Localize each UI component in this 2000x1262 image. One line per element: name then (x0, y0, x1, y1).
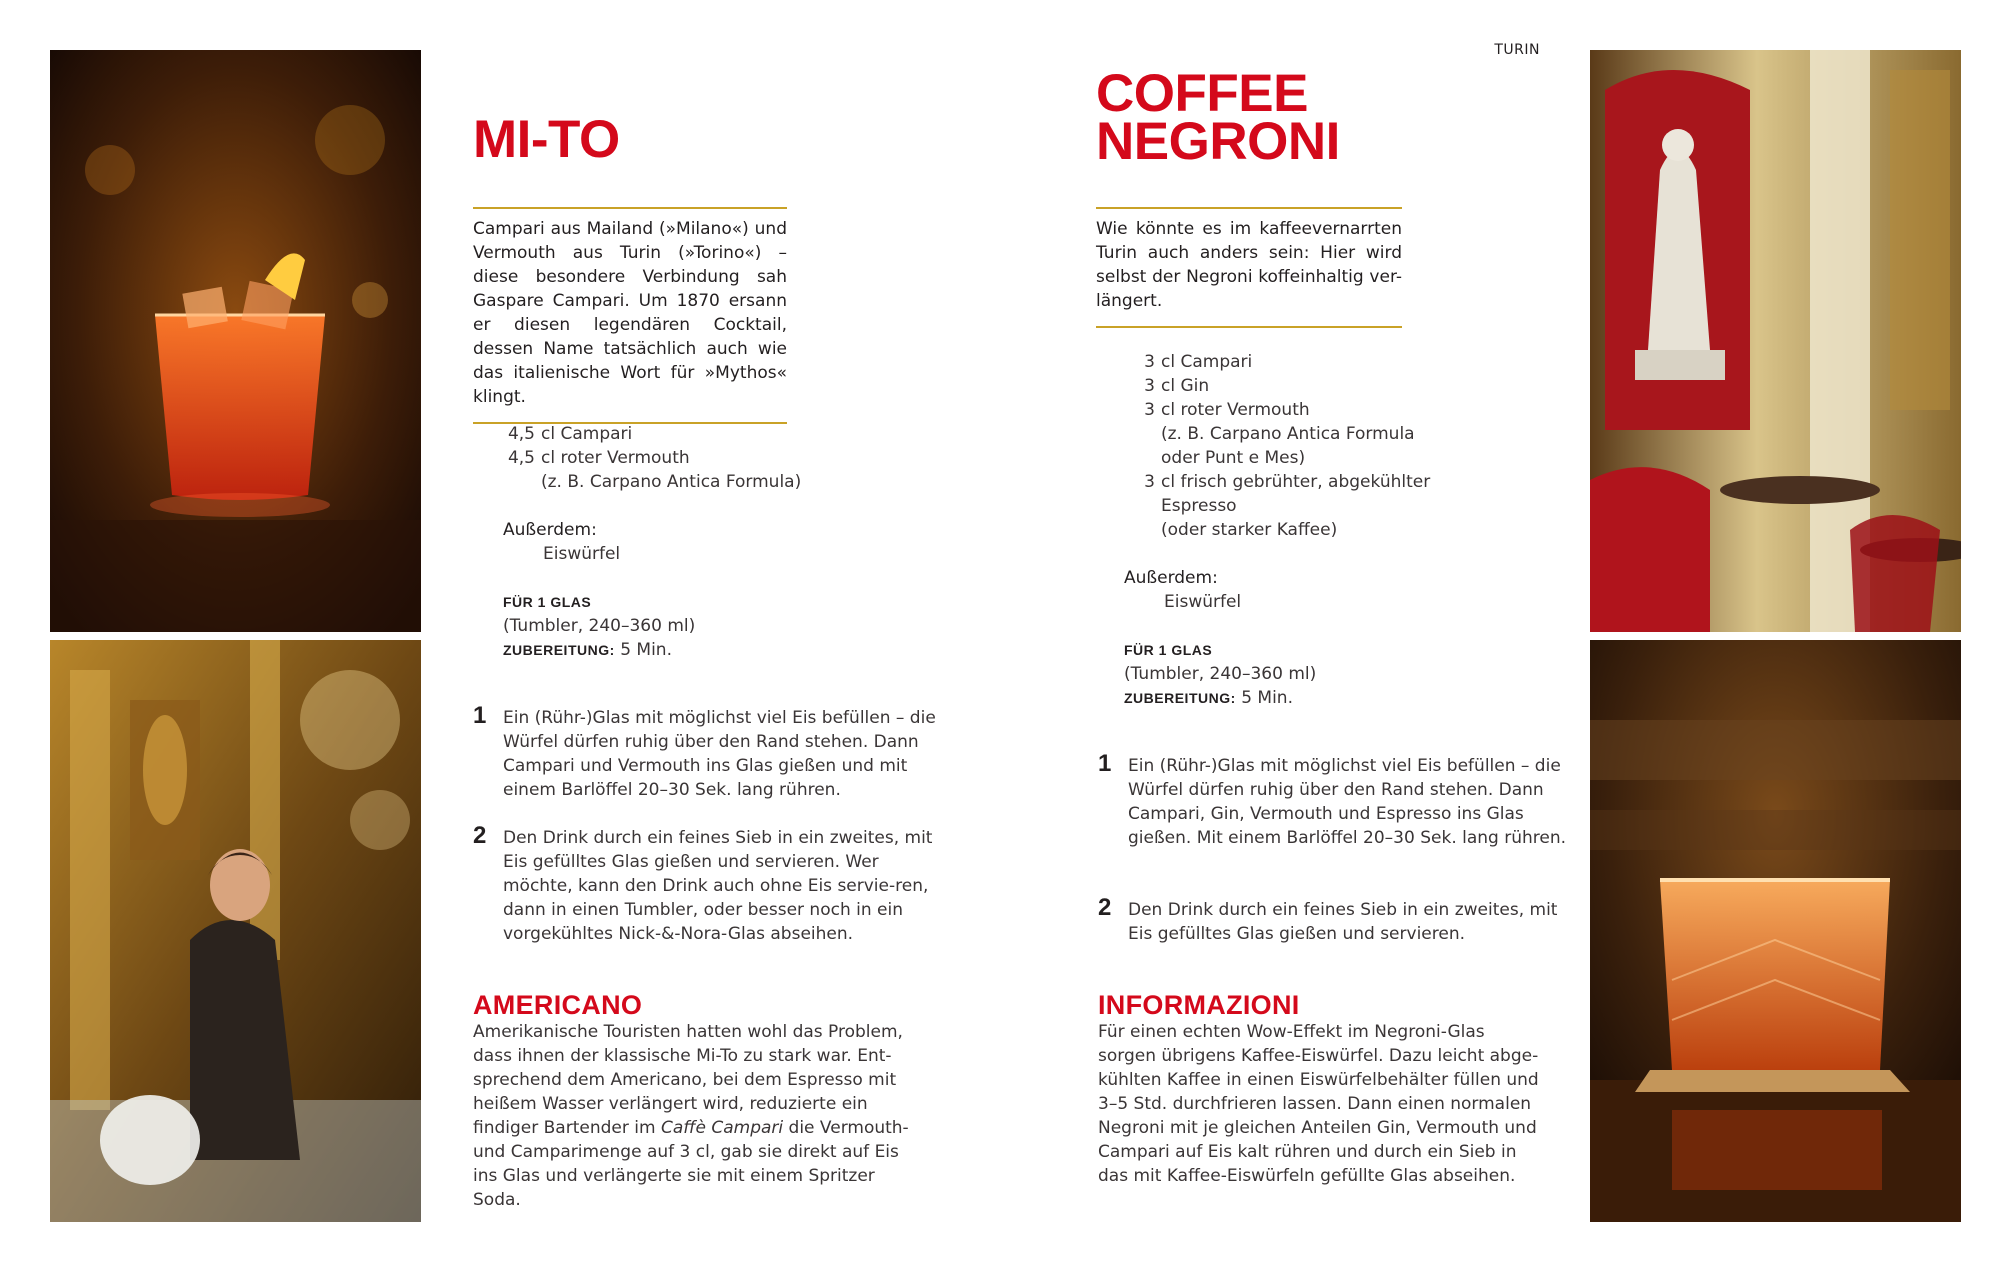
extras-label: Außerdem: (1124, 568, 1218, 588)
intro-text: Wie könnte es im kaffeevernarrten Turin auch anders sein: Hier wird selbst der Negroni koffeinhaltig ver-längert. (1096, 219, 1402, 311)
section-text (473, 1020, 923, 1212)
running-head: TURIN (1494, 42, 1540, 58)
ingredient-item (1096, 350, 1516, 374)
extras-label: Außerdem: (503, 520, 597, 540)
intro-text: Campari aus Mailand (»Milano«) und Vermouth aus Turin (»Torino«) – diese besondere Verbindung sah Gaspare Campari. Um 1870 ersann er diesen legendären Cocktail, dessen Name tatsächlich auch wie das italienische Wort für »Mythos« klingt. (473, 219, 787, 407)
step-text: Den Drink durch ein feines Sieb in ein zweites, mit Eis gefülltes Glas gießen und servieren. (1128, 900, 1558, 944)
ingredient-unit: cl roter Vermouth (1161, 400, 1310, 420)
section-text: Für einen echten Wow-Effekt im Negroni-Glas sorgen übrigens Kaffee-Eiswürfel. Dazu leicht abge-kühlten Kaffee in einen Eiswürfelbehälter füllen und 3–5 Std. durchfrieren lassen. Dann einen normalen Negroni mit je gleichen Anteilen Gin, Vermouth und Campari auf Eis kalt rühren und durch ein Sieb in das mit Kaffee-Eiswürfeln gefüllte Glas abseihen. (1098, 1022, 1539, 1186)
section-text-part: Amerikanische Touristen hatten wohl das Problem, dass ihnen der klassische Mi-To zu stark war. Ent-sprechend dem Americano, bei dem Espresso mit heißem Wasser verlängert wird, reduzierte ein findiger Bartender im (473, 1022, 903, 1138)
photo-statue-interior (1590, 50, 1961, 632)
step-text: Ein (Rühr-)Glas mit möglichst viel Eis befüllen – die Würfel dürfen ruhig über den Rand stehen. Dann Campari, Gin, Vermouth und Espresso ins Glas gießen. Mit einem Barlöffel 20–30 Sek. lang rühren. (1128, 756, 1567, 848)
ingredient-amount: 3 (1144, 400, 1155, 420)
step-number: 2 (1098, 894, 1112, 921)
recipe-title-line: NEGRONI (1096, 112, 1340, 171)
ingredient-amount: 3 (1144, 472, 1155, 492)
photo-mito-cocktail (50, 50, 421, 632)
ingredient-item (473, 446, 893, 470)
ingredient-unit: cl roter Vermouth (541, 448, 690, 468)
step-number: 2 (473, 822, 487, 849)
step-2 (473, 822, 943, 946)
ingredient-amount: 3 (1144, 376, 1155, 396)
step-text: Ein (Rühr-)Glas mit möglichst viel Eis befüllen – die Würfel dürfen ruhig über den Rand stehen. Dann Campari und Vermouth ins Glas gießen und mit einem Barlöffel 20–30 Sek. lang rühren. (503, 708, 936, 800)
glass-type: (Tumbler, 240–360 ml) (503, 616, 696, 636)
prep-time (1124, 686, 1504, 710)
ingredient-amount: 3 (1144, 352, 1155, 372)
step-number: 1 (473, 702, 487, 729)
photo-coffee-negroni (1590, 640, 1961, 1222)
ingredient-note: (oder starker Kaffee) (1161, 520, 1338, 540)
ingredient-item (1096, 470, 1516, 494)
extras (503, 518, 883, 566)
ingredient-note: (z. B. Carpano Antica Formula (1161, 424, 1415, 444)
ingredient-unit: cl Gin (1161, 376, 1210, 396)
section-text-italic: Caffè Campari (660, 1118, 784, 1138)
ingredient-note: oder Punt e Mes) (1161, 448, 1306, 468)
ingredient-amount: 4,5 (507, 448, 535, 468)
ingredient-note: Espresso (1161, 496, 1237, 516)
ingredient-item (1096, 374, 1516, 398)
ingredient-item (1096, 398, 1516, 422)
prep-label: ZUBEREITUNG: (1124, 690, 1236, 706)
ingredient-unit: cl Campari (1161, 352, 1253, 372)
ingredient-list (473, 422, 893, 494)
step-1 (473, 702, 943, 802)
serves-label: FÜR 1 GLAS (503, 594, 592, 610)
extras (1124, 566, 1504, 614)
step-1 (1098, 750, 1568, 850)
ingredient-unit: cl Campari (541, 424, 633, 444)
recipe-title: MI-TO (473, 110, 620, 169)
ingredient-note: (z. B. Carpano Antica Formula) (541, 472, 802, 492)
section-title: INFORMAZIONI (1098, 990, 1300, 1020)
ingredient-amount: 4,5 (507, 424, 535, 444)
recipe-meta (1124, 638, 1504, 710)
ingredient-list (1096, 350, 1516, 542)
step-number: 1 (1098, 750, 1112, 777)
prep-value: 5 Min. (1241, 688, 1293, 708)
extras-item: Eiswürfel (1164, 592, 1242, 612)
section-title: AMERICANO (473, 990, 643, 1020)
prep-time (503, 638, 883, 662)
recipe-title (1096, 64, 1340, 171)
recipe-title-line: COFFEE (1096, 64, 1308, 123)
prep-label: ZUBEREITUNG: (503, 642, 615, 658)
recipe-intro (473, 207, 787, 424)
step-2 (1098, 894, 1568, 946)
serves-label: FÜR 1 GLAS (1124, 642, 1213, 658)
photo-caffe-barista (50, 640, 421, 1222)
section-text-part: die Vermouth- und Camparimenge auf 3 cl, gab sie direkt auf Eis ins Glas und verlängerte sie mit einem Spritzer Soda. (473, 1118, 909, 1210)
ingredient-unit: cl frisch gebrühter, abgekühlter (1161, 472, 1431, 492)
glass-type: (Tumbler, 240–360 ml) (1124, 664, 1317, 684)
prep-value: 5 Min. (620, 640, 672, 660)
recipe-meta (503, 590, 883, 662)
step-text: Den Drink durch ein feines Sieb in ein zweites, mit Eis gefülltes Glas gießen und servieren. Wer möchte, kann den Drink auch ohne Eis servie-ren, dann in einen Tumbler, oder besser noch in ein vorgekühltes Nick-&-Nora-Glas abseihen. (503, 828, 933, 944)
recipe-intro (1096, 207, 1402, 328)
ingredient-item (473, 422, 893, 446)
extras-item: Eiswürfel (543, 544, 621, 564)
